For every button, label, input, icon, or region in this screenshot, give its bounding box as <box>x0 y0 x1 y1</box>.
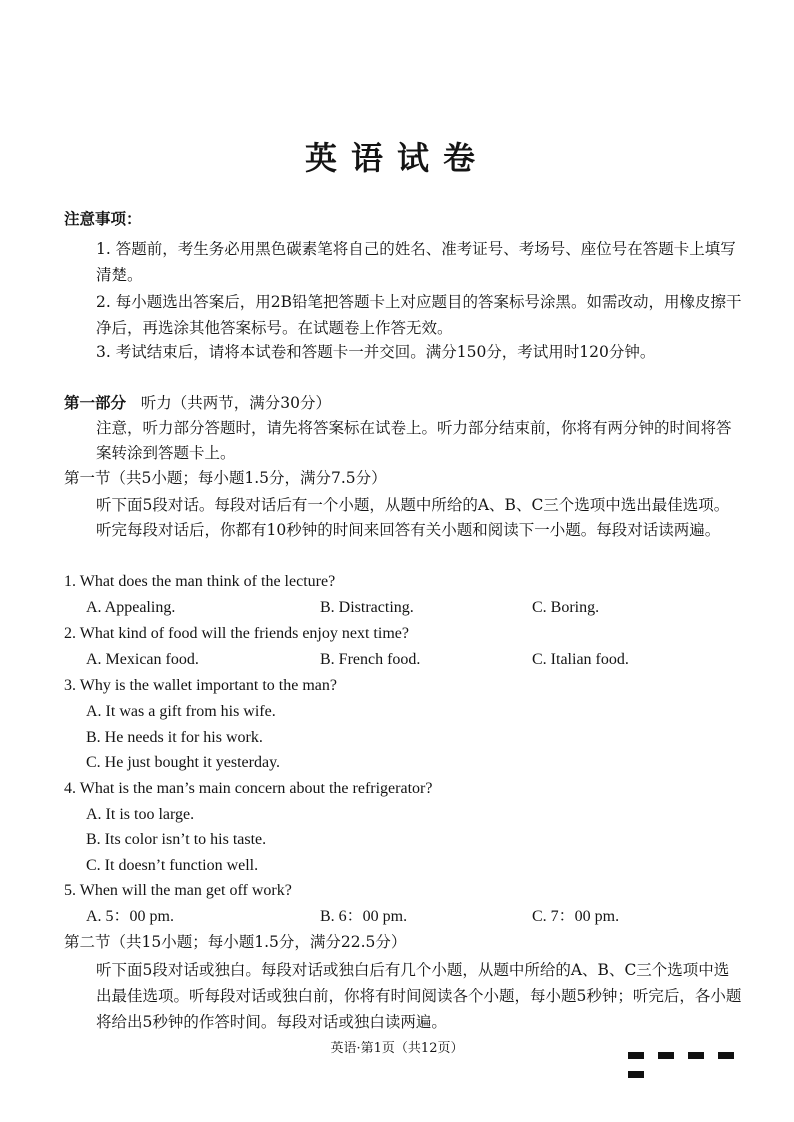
question-3-stem: 3. Why is the wallet important to the man? <box>64 677 337 694</box>
part1-note: 注意，听力部分答题时，请先将答案标在试卷上。听力部分结束前，你将有两分钟的时间将答案转涂到答题卡上。 <box>96 419 732 462</box>
exam-title: 英语试卷 <box>304 139 489 177</box>
footer-dash-marks <box>628 1044 774 1052</box>
question-4-option-c: C. It doesn’t function well. <box>86 857 259 874</box>
question-2-option-a: A. Mexican food. <box>86 651 199 668</box>
question-1-option-a: A. Appealing. <box>86 599 176 616</box>
question-4-option-b: B. Its color isn’t to his taste. <box>86 831 267 848</box>
question-5-option-c: C. 7：00 pm. <box>532 908 620 925</box>
section1-heading: 第一节（共5小题；每小题1.5分，满分7.5分） <box>64 469 387 487</box>
part1-heading-name: 第一部分 <box>64 393 127 412</box>
question-4-option-a: A. It is too large. <box>86 806 195 823</box>
question-1-option-b: B. Distracting. <box>320 599 414 616</box>
question-5-option-a: A. 5：00 pm. <box>86 908 175 925</box>
question-3-option-b: B. He needs it for his work. <box>86 729 263 746</box>
question-2-stem: 2. What kind of food will the friends enjoy next time? <box>64 625 409 642</box>
question-3-option-c: C. He just bought it yesterday. <box>86 754 281 771</box>
question-5-option-b: B. 6：00 pm. <box>320 908 408 925</box>
question-5-stem: 5. When will the man get off work? <box>64 882 292 899</box>
section2-heading: 第二节（共15小题；每小题1.5分，满分22.5分） <box>64 933 407 951</box>
page-footer: 英语·第1页（共12页） <box>330 1041 464 1056</box>
section1-instruction: 听下面5段对话。每段对话后有一个小题，从题中所给的A、B、C三个选项中选出最佳选项。听完每段对话后，你都有10秒钟的时间来回答有关小题和阅读下一小题。每段对话读两遍。 <box>96 496 730 539</box>
question-4-stem: 4. What is the man’s main concern about the refrigerator? <box>64 780 433 797</box>
part1-heading-rest: 听力（共两节，满分30分） <box>140 394 332 412</box>
part1-heading <box>64 392 744 414</box>
question-2-option-c: C. Italian food. <box>532 651 629 668</box>
question-1-stem: 1. What does the man think of the lecture? <box>64 573 336 590</box>
section2-instruction: 听下面5段对话或独白。每段对话或独白后有几个小题，从题中所给的A、B、C三个选项中选出最佳选项。听每段对话或独白前，你将有时间阅读各个小题，每小题5秒钟；听完后，各小题将给出5秒钟的作答时间。每段对话或独白读两遍。 <box>96 961 742 1031</box>
notice-item-3: 3. 考试结束后，请将本试卷和答题卡一并交回。满分150分，考试用时120分钟。 <box>96 343 656 361</box>
notice-item-1: 1. 答题前，考生务必用黑色碳素笔将自己的姓名、准考证号、考场号、座位号在答题卡上填写清楚。 <box>96 240 736 284</box>
notice-item-2: 2. 每小题选出答案后，用2B铅笔把答题卡上对应题目的答案标号涂黑。如需改动，用橡皮擦干净后，再选涂其他答案标号。在试题卷上作答无效。 <box>96 293 742 337</box>
question-1-option-c: C. Boring. <box>532 599 600 616</box>
question-3-option-a: A. It was a gift from his wife. <box>86 703 276 720</box>
question-2-option-b: B. French food. <box>320 651 421 668</box>
notice-heading: 注意事项： <box>64 209 142 228</box>
